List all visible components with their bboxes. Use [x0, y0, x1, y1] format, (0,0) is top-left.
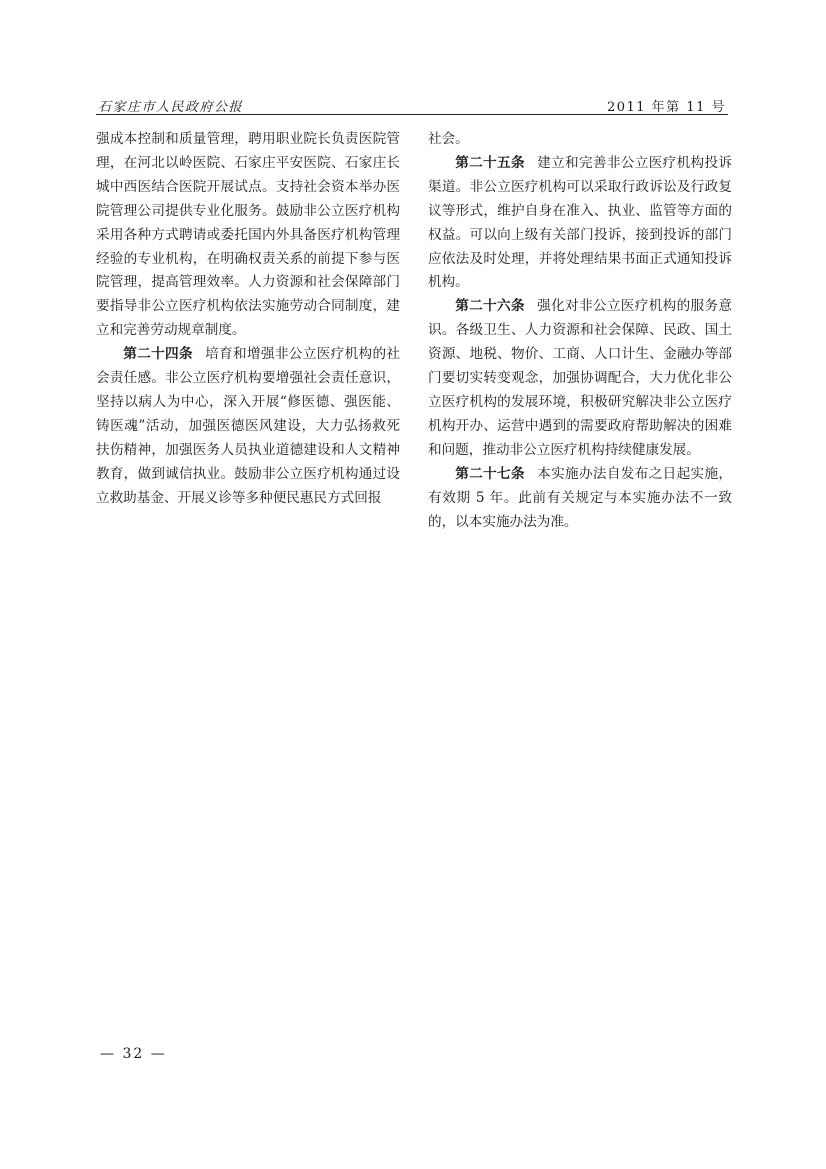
article-27	[428, 463, 732, 535]
issue-number: 2011 年第 11 号	[606, 100, 726, 115]
article-26-title: 第二十六条	[455, 298, 525, 315]
article-25-title: 第二十五条	[455, 154, 525, 171]
publication-title: 石家庄市人民政府公报	[98, 100, 244, 115]
continued-paragraph-end: 社会。	[428, 131, 469, 147]
article-27-text: 本实施办法自发布之日起实施，有效期 5 年。此前有关规定与本实施办法不一致的，以本实施办法为准。	[428, 465, 732, 530]
left-column	[96, 128, 400, 511]
article-26-text: 强化对非公立医疗机构的服务意识。各级卫生、人力资源和社会保障、民政、国土资源、地税、物价、工商、人口计生、金融办等部门要切实转变观念，加强协调配合，大力优化非公立医疗机构的发展环境，积极研究解决非公立医疗机构开办、运营中遇到的需要政府帮助解决的困难和问题，推动非公立医疗机构持续健康发展。	[428, 298, 732, 458]
continued-paragraph: 强成本控制和质量管理，聘用职业院长负责医院管理，在河北以岭医院、石家庄平安医院、石家庄长城中西医结合医院开展试点。支持社会资本举办医院管理公司提供专业化服务。鼓励非公立医疗机构采用各种方式聘请或委托国内外具备医疗机构管理经验的专业机构，在明确权责关系的前提下参与医院管理，提高管理效率。人力资源和社会保障部门要指导非公立医疗机构依法实施劳动合同制度，建立和完善劳动规章制度。	[96, 131, 400, 339]
article-25	[428, 152, 732, 295]
article-27-title: 第二十七条	[455, 465, 525, 482]
right-column	[428, 128, 732, 534]
article-24-title: 第二十四条	[123, 346, 193, 363]
article-25-text: 建立和完善非公立医疗机构投诉渠道。非公立医疗机构可以采取行政诉讼及行政复议等形式，维护自身在准入、执业、监管等方面的权益。可以向上级有关部门投诉，接到投诉的部门应依法及时处理，并将处理结果书面正式通知投诉机构。	[428, 154, 732, 291]
article-26	[428, 295, 732, 462]
article-24-text: 培育和增强非公立医疗机构的社会责任感。非公立医疗机构要增强社会责任意识，坚持以病人为中心，深入开展“修医德、强医能、铸医魂”活动，加强医德医风建设，大力弘扬救死扶伤精神，加强医务人员执业道德建设和人文精神教育，做到诚信执业。鼓励非公立医疗机构通过设立救助基金、开展义诊等多种便民惠民方式回报	[96, 346, 400, 506]
page-header	[96, 92, 728, 115]
page-number: — 32 —	[100, 1046, 167, 1062]
article-24	[96, 343, 400, 510]
